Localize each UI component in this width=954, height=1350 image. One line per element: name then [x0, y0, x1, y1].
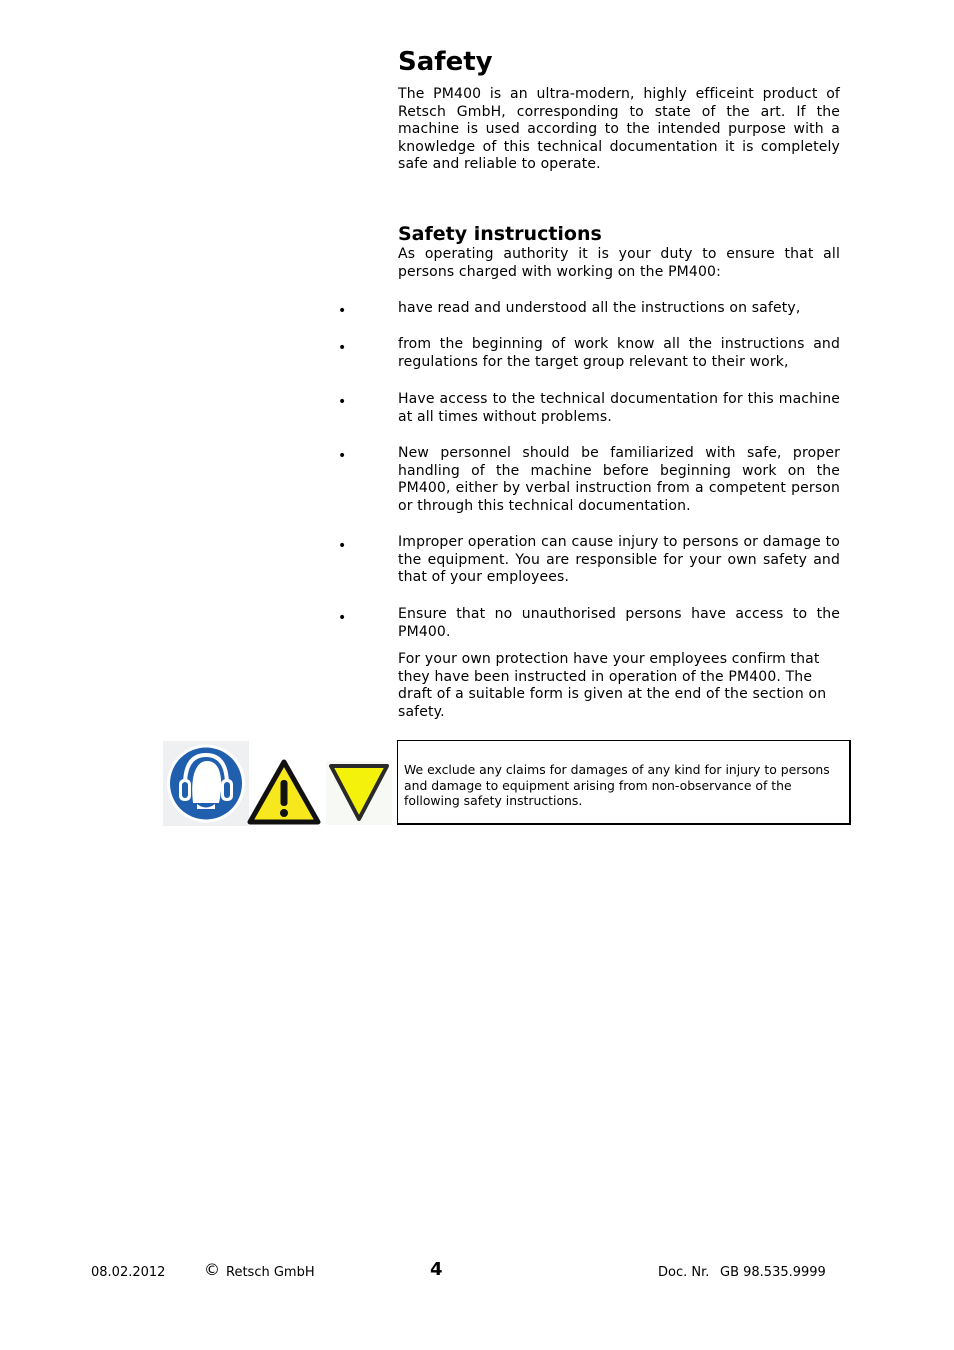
- list-item: Have access to the technical documentation for this machine at all times without problems.: [398, 391, 840, 425]
- doc-number-label: Doc. Nr.: [658, 1265, 710, 1280]
- section-heading: Safety instructions: [398, 223, 602, 245]
- bullet-marker: •: [338, 394, 347, 410]
- instructions-lead: As operating authority it is your duty to ensure that all persons charged with working on the PM400:: [398, 246, 840, 280]
- list-item: Improper operation can cause injury to persons or damage to the equipment. You are responsible for your own safety and that of your employees.: [398, 534, 840, 586]
- list-item: from the beginning of work know all the instructions and regulations for the target group relevant to their work,: [398, 336, 840, 370]
- yellow-inverted-triangle-icon: [326, 761, 392, 825]
- disclaimer-text: We exclude any claims for damages of any kind for injury to persons and damage to equipment arising from non-observance of the following safety instructions.: [404, 762, 830, 809]
- page-title: Safety: [398, 47, 493, 77]
- bullet-marker: •: [338, 610, 347, 626]
- copyright-symbol: ©: [204, 1260, 220, 1279]
- page-number: 4: [430, 1259, 443, 1280]
- disclaimer-box: [397, 740, 851, 825]
- warning-triangle-icon: [247, 758, 321, 826]
- doc-number: GB 98.535.9999: [720, 1265, 826, 1280]
- bullet-marker: •: [338, 303, 347, 319]
- closing-paragraph: For your own protection have your employees confirm that they have been instructed in operation of the PM400. The draft of a suitable form is given at the end of the section on safety.: [398, 651, 827, 720]
- ear-protection-icon: [163, 741, 249, 826]
- list-item: New personnel should be familiarized with safe, proper handling of the machine before beginning work on the PM400, either by verbal instruction from a competent person or through this technical documentation.: [398, 445, 840, 514]
- intro-paragraph: The PM400 is an ultra-modern, highly efficeint product of Retsch GmbH, corresponding to state of the art. If the machine is used according to the intended purpose with a knowledge of this technical documentation it is completely safe and reliable to operate.: [398, 86, 840, 173]
- footer-date: 08.02.2012: [91, 1265, 166, 1280]
- bullet-marker: •: [338, 340, 347, 356]
- list-item: have read and understood all the instructions on safety,: [398, 300, 801, 316]
- footer-company: Retsch GmbH: [226, 1265, 315, 1280]
- list-item: Ensure that no unauthorised persons have access to the PM400.: [398, 606, 840, 640]
- bullet-marker: •: [338, 538, 347, 554]
- bullet-marker: •: [338, 448, 347, 464]
